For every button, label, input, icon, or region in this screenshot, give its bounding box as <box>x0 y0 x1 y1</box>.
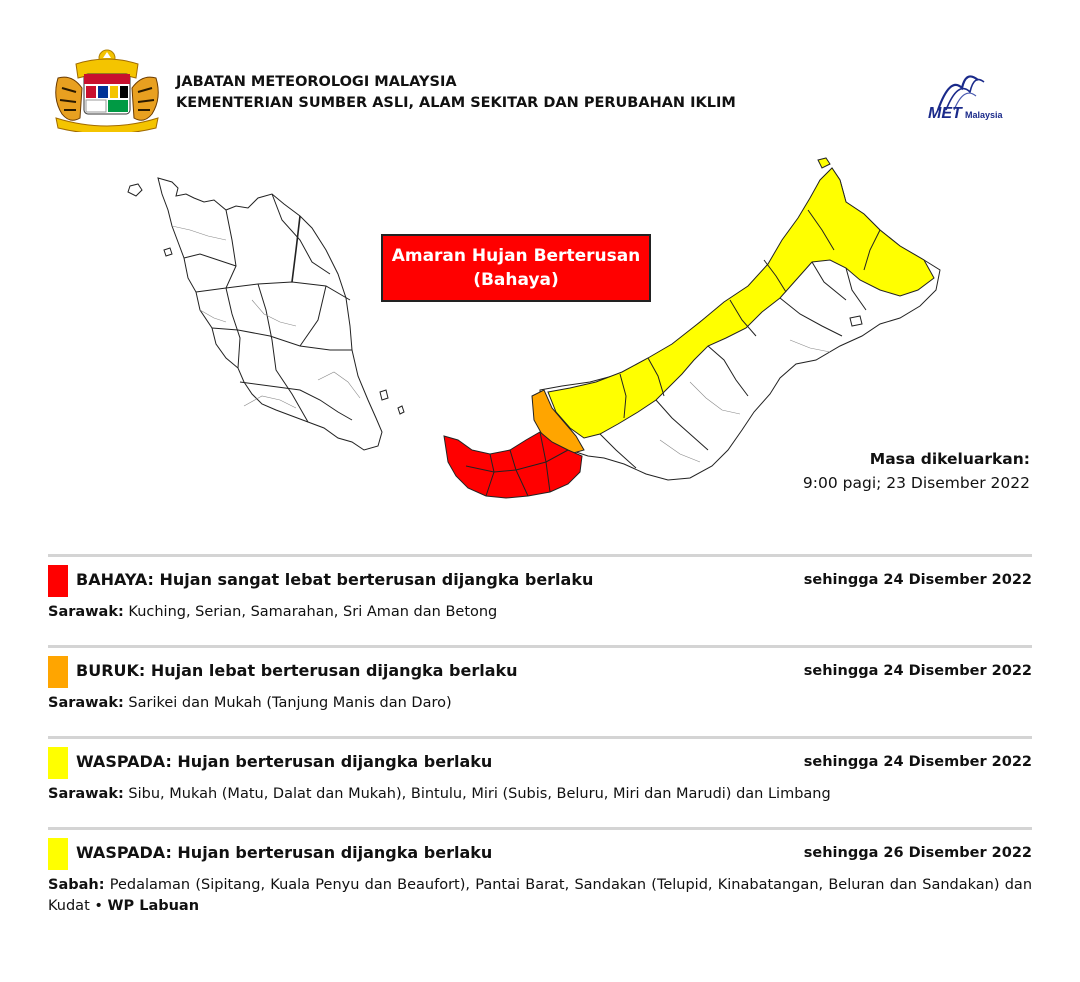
warning-title-box <box>381 234 651 302</box>
warning-item-waspada-sabah <box>48 827 1032 917</box>
warning-areas <box>48 784 1032 805</box>
svg-text:MET: MET <box>928 105 962 122</box>
agency-line-1: JABATAN METEOROLOGI MALAYSIA <box>176 74 457 90</box>
area-list: Kuching, Serian, Samarahan, Sri Aman dan Betong <box>128 604 498 620</box>
warning-until: sehingga 24 Disember 2022 <box>803 572 1032 588</box>
issued-time: 9:00 pagi; 23 Disember 2022 <box>802 474 1030 492</box>
warning-title: WASPADA: Hujan berterusan dijangka berlaku <box>76 843 493 862</box>
state-name: Sabah: <box>48 877 105 893</box>
state-name: Sarawak: <box>48 604 124 620</box>
issued-label: Masa dikeluarkan: <box>869 450 1030 468</box>
warning-areas <box>48 875 1032 917</box>
level-swatch <box>48 838 68 870</box>
warning-title-line-2: (Bahaya) <box>473 270 559 290</box>
warning-areas <box>48 602 1032 623</box>
area-list: Sarikei dan Mukah (Tanjung Manis dan Daro) <box>128 695 452 711</box>
warning-item-waspada-sarawak <box>48 736 1032 805</box>
state-name: Sarawak: <box>48 786 124 802</box>
malaysia-coat-of-arms-icon <box>48 48 166 132</box>
agency-line-2: KEMENTERIAN SUMBER ASLI, ALAM SEKITAR DAN PERUBAHAN IKLIM <box>176 95 736 111</box>
agency-name <box>176 72 736 114</box>
warning-until: sehingga 24 Disember 2022 <box>803 663 1032 679</box>
warning-until: sehingga 26 Disember 2022 <box>803 845 1032 861</box>
warning-item-buruk <box>48 645 1032 714</box>
met-malaysia-logo <box>920 66 1030 126</box>
warning-title: WASPADA: Hujan berterusan dijangka berlaku <box>76 752 493 771</box>
warning-title-line-1: Amaran Hujan Berterusan <box>391 246 641 266</box>
level-swatch <box>48 656 68 688</box>
area-list: Pedalaman (Sipitang, Kuala Penyu dan Beaufort), Pantai Barat, Sandakan (Telupid, Kinabatangan, Beluran dan Sandakan) dan Kudat • <box>48 877 1033 914</box>
issued-time-block <box>803 447 1030 495</box>
level-swatch <box>48 747 68 779</box>
warning-until: sehingga 24 Disember 2022 <box>803 754 1032 770</box>
peninsular-malaysia <box>158 178 382 450</box>
warning-list <box>48 554 1032 939</box>
state-name: Sarawak: <box>48 695 124 711</box>
area-list: Sibu, Mukah (Matu, Dalat dan Mukah), Bintulu, Miri (Subis, Beluru, Miri dan Marudi) dan Limbang <box>128 786 831 802</box>
level-swatch <box>48 565 68 597</box>
svg-text:Malaysia: Malaysia <box>965 110 1003 120</box>
warning-item-bahaya <box>48 554 1032 623</box>
header <box>48 48 1038 138</box>
warning-areas <box>48 693 1032 714</box>
warning-title: BURUK: Hujan lebat berterusan dijangka berlaku <box>76 661 518 680</box>
warning-title: BAHAYA: Hujan sangat lebat berterusan dijangka berlaku <box>76 570 594 589</box>
extra-area: WP Labuan <box>107 898 200 914</box>
